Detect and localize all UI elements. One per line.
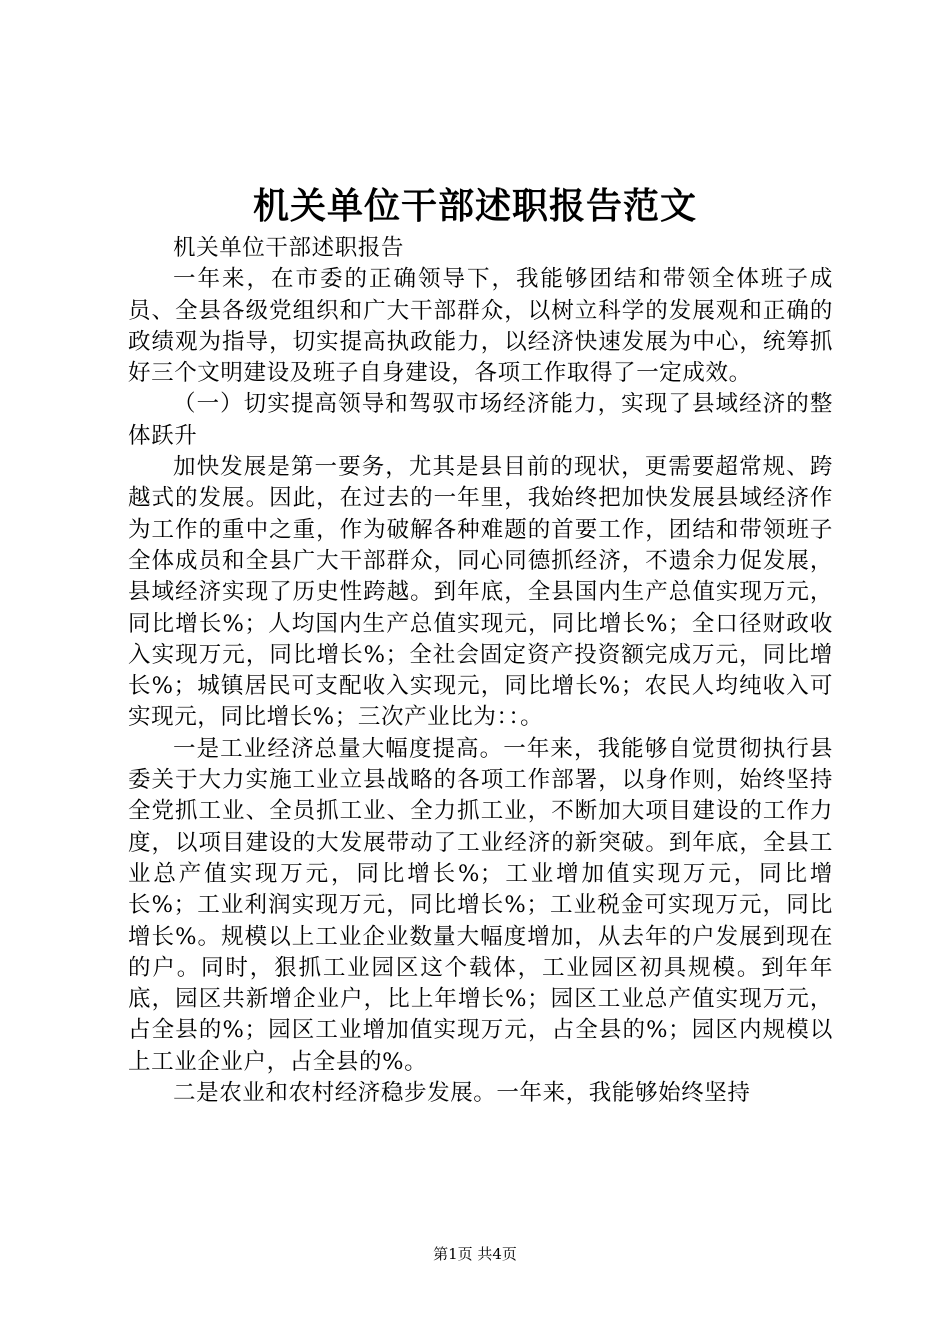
paragraph-industry: 一是工业经济总量大幅度提高。一年来，我能够自觉贯彻执行县委关于大力实施工业立县战略的各项工作部署，以身作则，始终坚持全党抓工业、全员抓工业、全力抓工业，不断加大项目建设的工作力度，以项目建设的大发展带动了工业经济的新突破。到年底，全县工业总产值实现万元，同比增长%；工业增加值实现万元，同比增长%；工业利润实现万元，同比增长%；工业税金可实现万元，同比增长%。规模以上工业企业数量大幅度增加，从去年的户发展到现在的户。同时，狠抓工业园区这个载体，工业园区初具规模。到年年底，园区共新增企业户，比上年增长%；园区工业总产值实现万元，占全县的%；园区工业增加值实现万元，占全县的%；园区内规模以上工业企业户，占全县的%。 xyxy=(128,735,833,1075)
paragraph-economy: 加快发展是第一要务，尤其是县目前的现状，更需要超常规、跨越式的发展。因此，在过去的一年里，我始终把加快发展县域经济作为工作的重中之重，作为破解各种难题的首要工作，团结和带领班子全体成员和全县广大干部群众，同心同德抓经济，不遗余力促发展，县域经济实现了历史性跨越。到年底，全县国内生产总值实现万元，同比增长%；人均国内生产总值实现元，同比增长%；全口径财政收入实现万元，同比增长%；全社会固定资产投资额完成万元，同比增长%；城镇居民可支配收入实现元，同比增长%；农民人均纯收入可实现元，同比增长%；三次产业比为：：。 xyxy=(128,454,833,731)
page-footer: 第1页 共4页 xyxy=(433,1245,517,1263)
paragraph-agriculture: 二是农业和农村经济稳步发展。一年来，我能够始终坚持 xyxy=(173,1080,751,1107)
document-title: 机关单位干部述职报告范文 xyxy=(252,185,697,227)
section-heading-1: （一）切实提高领导和驾驭市场经济能力，实现了县域经济的整体跃升 xyxy=(128,391,833,449)
report-subtitle: 机关单位干部述职报告 xyxy=(173,235,405,261)
document-body xyxy=(128,233,833,1109)
paragraph-intro: 一年来，在市委的正确领导下，我能够团结和带领全体班子成员、全县各级党组织和广大干部群众，以树立科学的发展观和正确的政绩观为指导，切实提高执政能力，以经济快速发展为中心，统筹抓好三个文明建设及班子自身建设，各项工作取得了一定成效。 xyxy=(128,266,833,387)
